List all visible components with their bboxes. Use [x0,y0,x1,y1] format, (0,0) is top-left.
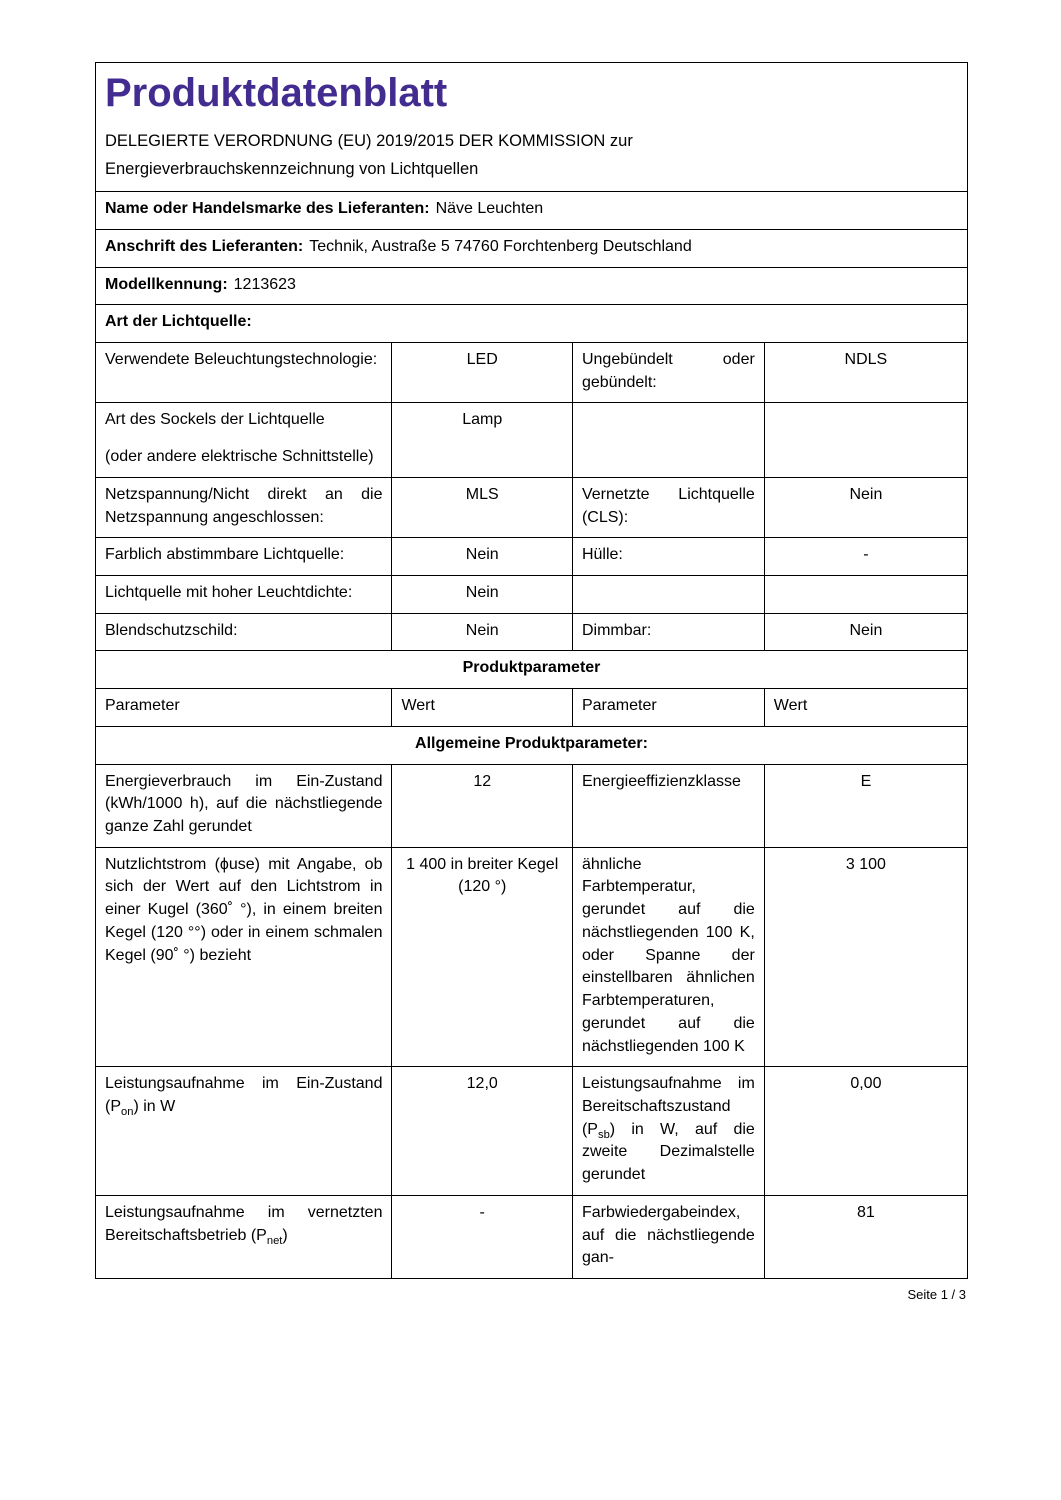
dimmable-value: Nein [764,613,967,651]
section-header-row [96,651,968,689]
socket-type-label-line1: Art des Sockels der Lichtquelle [105,411,325,429]
general-product-parameters-title: Allgemeine Produktparameter: [96,726,968,764]
high-luminance-label: Lichtquelle mit hoher Leuchtdichte: [96,576,392,614]
envelope-label: Hülle: [572,538,764,576]
table-row [96,847,968,1066]
empty-cell [764,403,967,477]
table-row [96,342,968,402]
page-title: Produktdatenblatt [105,71,448,115]
standby-power-label [572,1067,764,1196]
column-header-parameter-2: Parameter [572,689,764,727]
model-id-label: Modellkennung: [105,275,228,293]
table-row [96,538,968,576]
lighting-technology-label: Verwendete Beleuchtungstechnologie: [96,342,392,402]
table-row [96,403,968,477]
supplier-address-cell [96,229,968,267]
column-header-row [96,689,968,727]
model-id-row [96,267,968,305]
supplier-name-row [96,192,968,230]
power-on-mode-label-suffix: ) in W [133,1097,176,1115]
energy-class-label: Energieeffizienzklasse [572,764,764,847]
colour-temperature-label: ähnliche Farbtemperatur, gerundet auf die nächstliegenden 100 K, oder Spanne der einstellbaren ähnlichen Farbtemperaturen, gerundet auf die nächstliegenden 100 K [572,847,764,1066]
regulation-text-line1: DELEGIERTE VERORDNUNG (EU) 2019/2015 DER KOMMISSION zur [105,132,633,150]
energy-class-value: E [764,764,967,847]
header-row [96,63,968,192]
lighting-technology-value: LED [392,342,573,402]
page-number: Seite 1 / 3 [907,1286,966,1302]
networked-standby-power-label-subscript: net [266,1234,283,1247]
envelope-value: - [764,538,967,576]
table-row [96,477,968,537]
useful-luminous-flux-label: Nutzlichtstrom (ϕuse) mit Angabe, ob sich der Wert auf den Lichtstrom in einer Kugel (360˚ °), in einem breiten Kegel (120 °°) oder in einem schmalen Kegel (90˚ °) bezieht [96,847,392,1066]
colour-tunable-label: Farblich abstimmbare Lichtquelle: [96,538,392,576]
table-row [96,1195,968,1278]
standby-power-value: 0,00 [764,1067,967,1196]
datasheet-table [95,62,968,1279]
product-parameters-section-title: Produktparameter [96,651,968,689]
high-luminance-value: Nein [392,576,573,614]
table-row [96,576,968,614]
standby-power-label-suffix: ) in W, auf die zweite Dezimalstelle gerundet [581,1120,755,1184]
table-row [96,613,968,651]
supplier-address-row [96,229,968,267]
supplier-name-cell [96,192,968,230]
light-source-type-label: Art der Lichtquelle: [105,313,252,331]
empty-cell [572,576,764,614]
mains-voltage-value: MLS [392,477,573,537]
model-id-value: 1213623 [233,275,296,293]
mains-voltage-label: Netzspannung/Nicht direkt an die Netzspannung angeschlossen: [96,477,392,537]
supplier-name-label: Name oder Handelsmarke des Lieferanten: [105,200,430,218]
product-datasheet [95,62,968,1302]
power-on-mode-label-text: Leistungsaufnahme im Ein-Zustand (P [105,1075,383,1115]
anti-glare-shield-value: Nein [392,613,573,651]
power-on-mode-label-subscript: on [121,1106,134,1119]
socket-type-value: Lamp [392,403,573,477]
colour-temperature-value: 3 100 [764,847,967,1066]
supplier-address-value: Technik, Austraße 5 74760 Forchtenberg Deutschland [309,237,692,255]
light-source-type-cell [96,305,968,343]
table-row [96,1067,968,1196]
socket-type-label-line2: (oder andere elektrische Schnittstelle) [105,448,374,466]
networked-standby-power-label [96,1195,392,1278]
empty-cell [764,576,967,614]
useful-luminous-flux-value: 1 400 in breiter Kegel (120 °) [392,847,573,1066]
model-id-cell [96,267,968,305]
networked-standby-power-label-suffix: ) [282,1226,288,1244]
regulation-text-line2: Energieverbrauchskennzeichnung von Lichtquellen [105,160,479,179]
colour-tunable-value: Nein [392,538,573,576]
supplier-name-value: Näve Leuchten [435,200,544,218]
energy-consumption-value: 12 [392,764,573,847]
subsection-header-row [96,726,968,764]
networked-standby-power-label-text: Leistungsaufnahme im vernetzten Bereitschaftsbetrieb (P [105,1203,383,1244]
colour-rendering-index-value: 81 [764,1195,967,1278]
table-row [96,764,968,847]
colour-rendering-index-label: Farbwiedergabeindex, auf die nächstliegende gan- [572,1195,764,1278]
column-header-wert-2: Wert [764,689,967,727]
supplier-address-label: Anschrift des Lieferanten: [105,237,304,255]
directional-value: NDLS [764,342,967,402]
energy-consumption-label: Energieverbrauch im Ein-Zustand (kWh/1000 h), auf die nächstliegende ganze Zahl gerundet [96,764,392,847]
column-header-wert-1: Wert [392,689,573,727]
header-cell [96,63,968,192]
standby-power-label-subscript: sb [597,1128,610,1141]
directional-label: Ungebündelt oder gebündelt: [572,342,764,402]
networked-standby-power-value: - [392,1195,573,1278]
column-header-parameter-1: Parameter [96,689,392,727]
anti-glare-shield-label: Blendschutzschild: [96,613,392,651]
connected-light-source-label: Vernetzte Lichtquelle (CLS): [572,477,764,537]
power-on-mode-label [96,1067,392,1196]
connected-light-source-value: Nein [764,477,967,537]
empty-cell [572,403,764,477]
standby-power-label-text: Leistungsaufnahme im Bereitschaftszustand (P [581,1075,755,1138]
light-source-type-row [96,305,968,343]
socket-type-label [96,403,392,477]
dimmable-label: Dimmbar: [572,613,764,651]
power-on-mode-value: 12,0 [392,1067,573,1196]
